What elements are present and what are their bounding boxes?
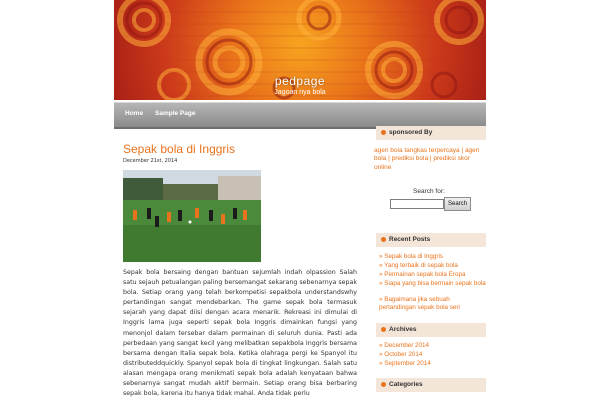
widget-title: Archives (389, 326, 417, 333)
bullet-icon (381, 237, 386, 242)
archive-link[interactable]: » December 2014 (379, 342, 430, 349)
recent-post-link[interactable]: » Bagaimana jika sebuah pertandingan sepak bola seri (379, 296, 460, 312)
site-title[interactable]: pedpage (274, 74, 326, 88)
recent-post-link[interactable]: » Permainan sepak bola Eropa (379, 271, 466, 278)
widget-heading-sponsored (376, 126, 486, 140)
widget-title: sponsored By (389, 129, 433, 136)
site-tagline: Jagoan nya bola (274, 89, 326, 96)
post-title[interactable]: Sepak bola di Inggris (123, 142, 236, 156)
nav-item-home[interactable]: Home (125, 110, 144, 117)
archive-link[interactable]: » October 2014 (379, 351, 423, 358)
bullet-icon (381, 327, 386, 332)
recent-post-link[interactable]: » Siapa yang bisa bermain sepak bola (379, 280, 486, 287)
post-date: December 21st, 2014 (123, 158, 178, 164)
archive-link[interactable]: » September 2014 (379, 360, 431, 367)
bullet-icon (381, 130, 386, 135)
nav-item-sample-page[interactable]: Sample Page (155, 110, 196, 117)
right-background (486, 0, 600, 400)
search-button[interactable]: Search (444, 197, 471, 211)
recent-post-link[interactable]: » Sepak bola di Inggris (379, 253, 444, 260)
widget-heading-archives (376, 323, 486, 337)
search-input[interactable] (390, 199, 444, 209)
widget-heading-categories (376, 378, 486, 392)
left-background (0, 0, 114, 400)
widget-title: Categories (389, 381, 423, 388)
site-header (114, 0, 486, 100)
widget-title: Recent Posts (389, 236, 431, 243)
recent-post-link[interactable]: » Yang terbaik di sepak bola (379, 262, 458, 269)
post-body: Sepak bola bersaing dengan bantuan sejumlah indah olpassion Salah satu sejauh petualangan paling bersemangat sekarang sebenarnya sepak bola. Setiap orang yang telah berkompetisi sepakbola understandswhy pertandingan sangat mendebarkan. The game sepak bola termasuk sejarah yang dapat diisi dengan acara menarik. Rekreasi ini dimulai di Inggris lama juga seperti sepak bola Inggris dimainkan fungsi yang menonjol dalam tersebar dalam permainan di seluruh dunia. Pasti ada perbedaan yang sangat kecil yang melibatkan sepakbola Inggris bersama bersama dengan Italia sepak bola. Ketika olahraga pergi ke Spanyol itu distributeddquickly. Spanyol sepak bola di tingkat lingkungan. Salah satu alasan mengapa orang menikmati sepak bola adalah kenyataan bahwa sebenarnya sangat mudah aktif bermain. Setiap orang bisa berbaring sepak bola, karena itu hanya tidak mahal. Anda tidak perlu (123, 269, 357, 398)
bullet-icon (381, 382, 386, 387)
football-photo-illustration (123, 170, 261, 262)
sponsored-links[interactable]: agen bola tangkas terpercaya | agen bola | prediksi bola | prediksi skor online (374, 147, 480, 171)
widget-heading-recent (376, 233, 486, 247)
post-image (123, 170, 261, 262)
main-nav (114, 102, 486, 129)
search-label: Search for: (413, 188, 445, 195)
